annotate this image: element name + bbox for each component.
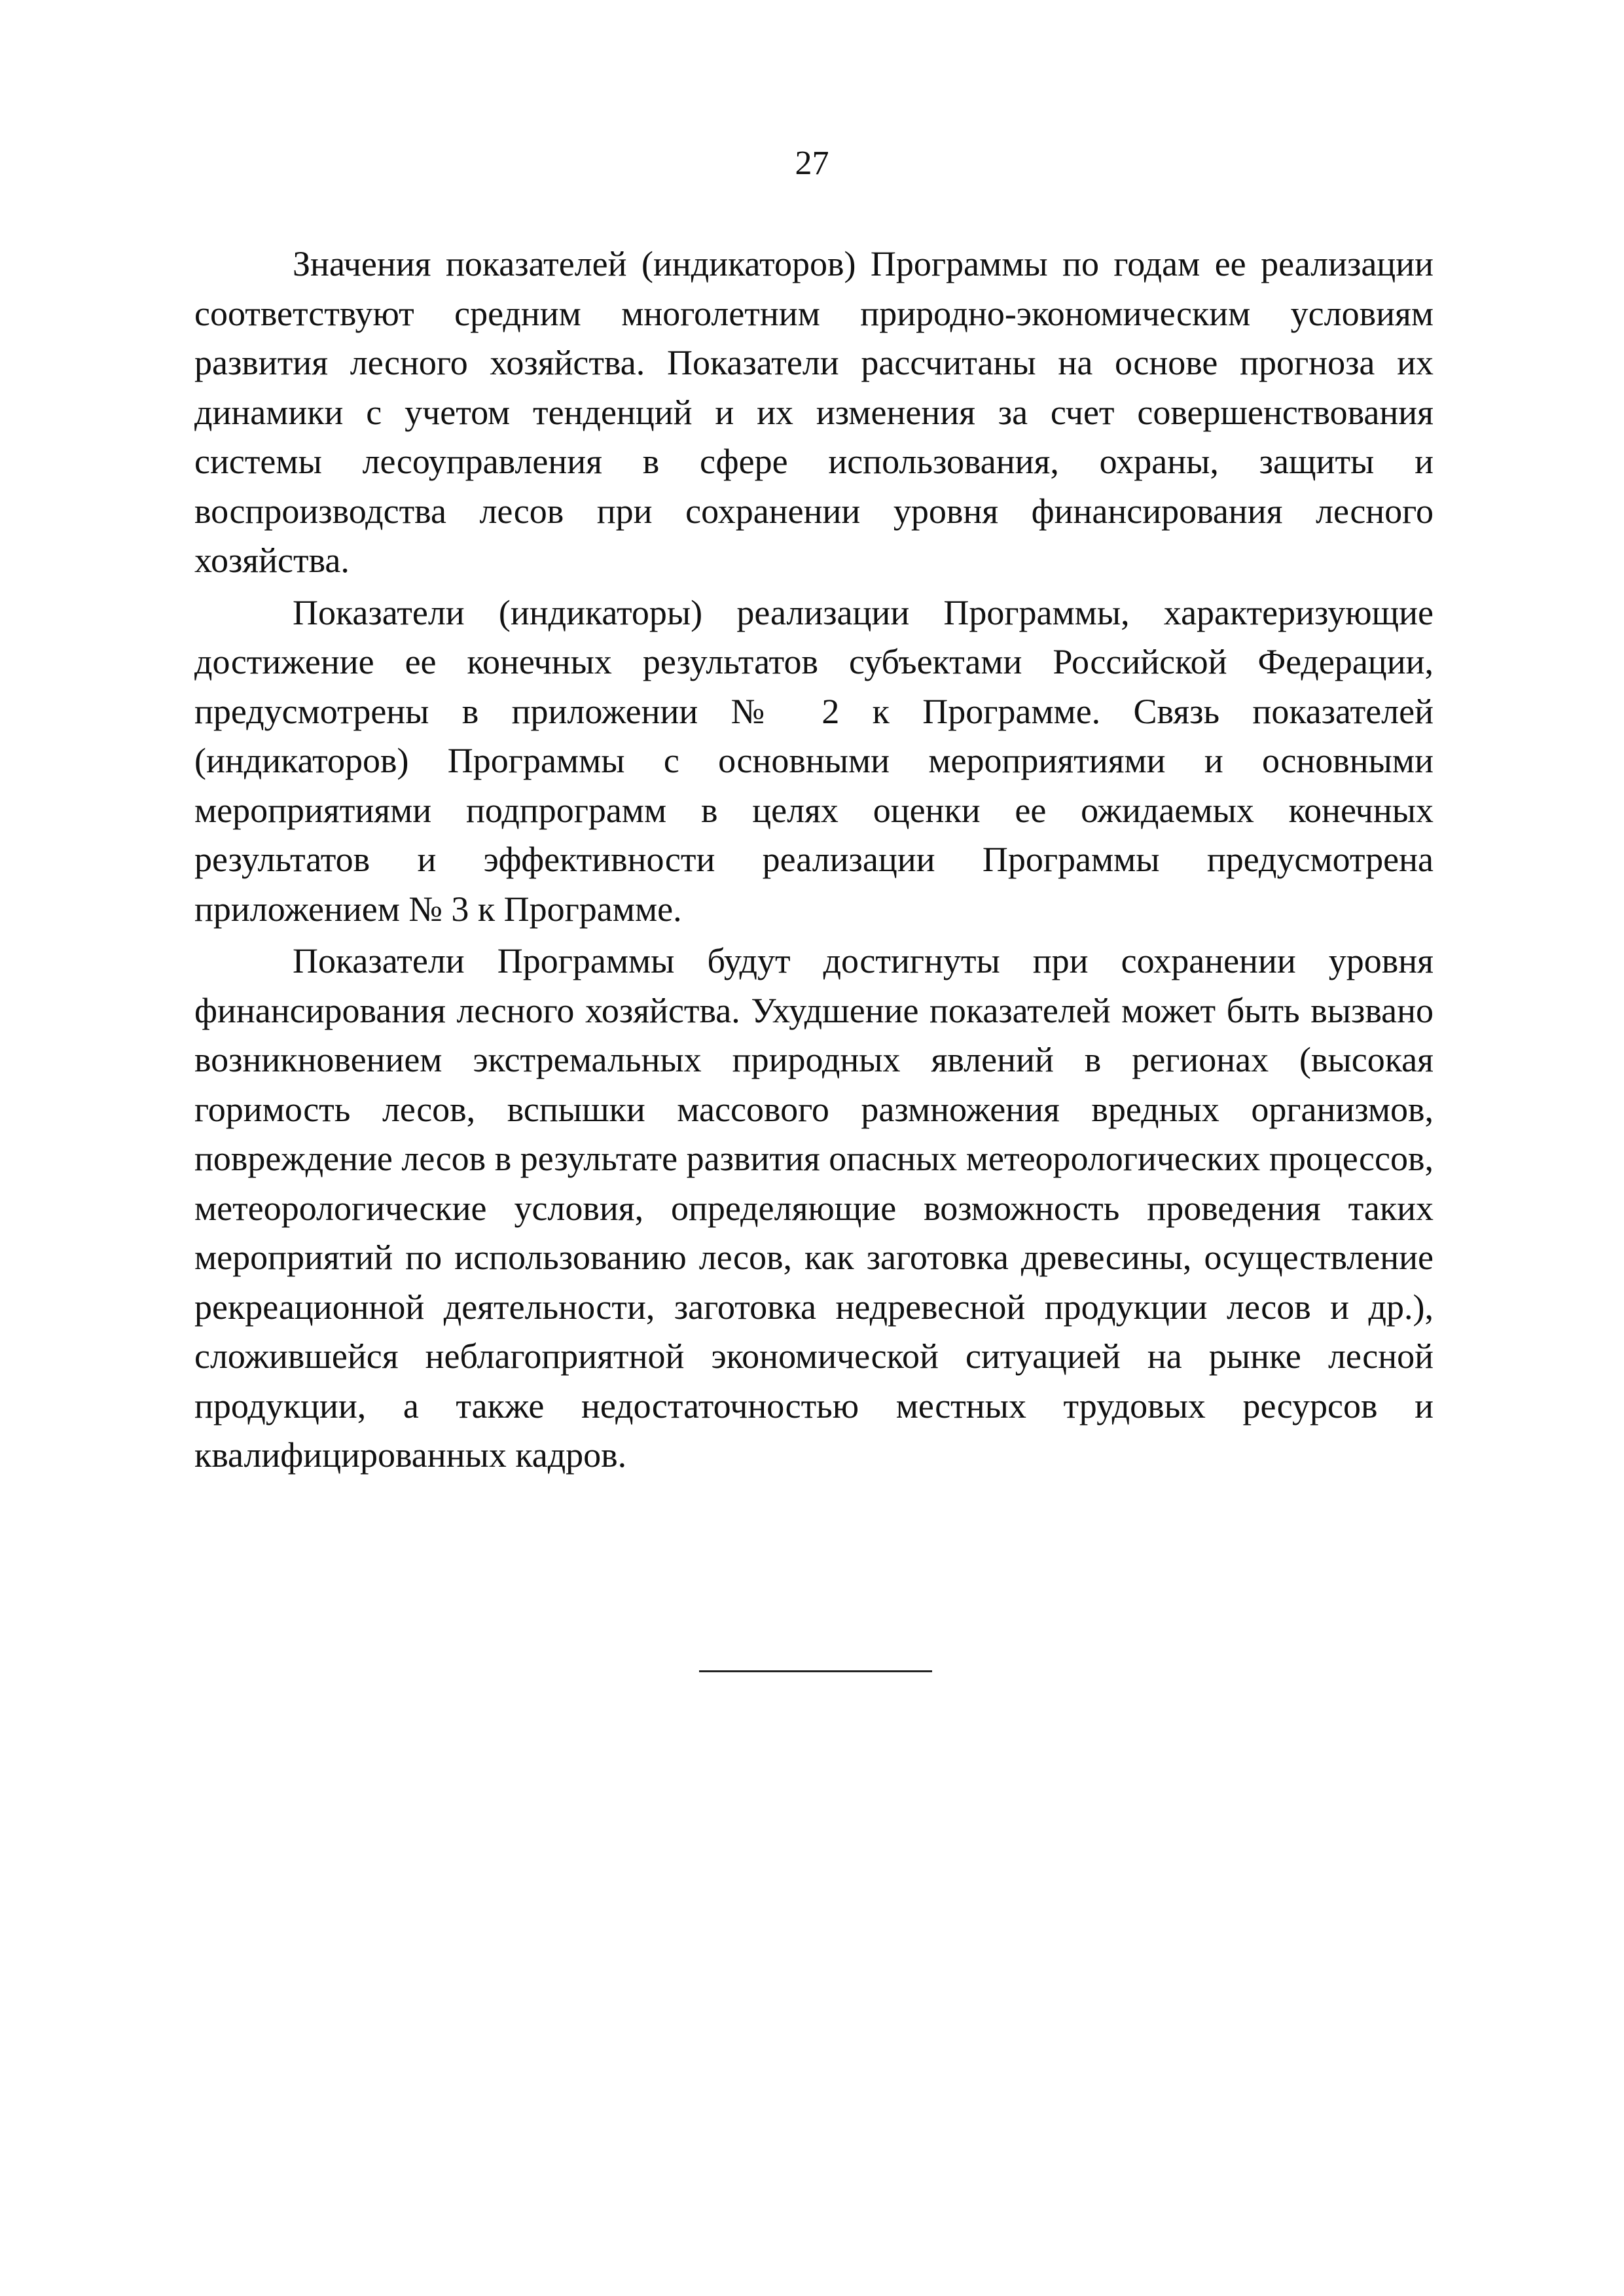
end-of-section-rule <box>699 1670 932 1672</box>
document-body <box>194 240 1434 1483</box>
page-number: 27 <box>795 145 829 182</box>
paragraph-indicator-values: Значения показателей (индикаторов) Программы по годам ее реализации соответствуют средним многолетним природно-экономическим условиям развития лесного хозяйства. Показатели рассчитаны на основе прогноза их динамики с учетом тенденций и их изменения за счет совершенствования системы лесоуправления в сфере использования, охраны, защиты и воспроизводства лесов при сохранении уровня финансирования лесного хозяйства. <box>194 244 1434 580</box>
paragraph-risk-factors: Показатели Программы будут достигнуты при сохранении уровня финансирования лесного хозяйства. Ухудшение показателей может быть вызвано возникновением экстремальных природных явлений в регионах (высокая горимость лесов, вспышки массового размножения вредных организмов, повреждение лесов в результате развития опасных метеорологических процессов, метеорологические условия, определяющие возможность проведения таких мероприятий по использованию лесов, как заготовка древесины, осуществление рекреационной деятельности, заготовка недревесной продукции лесов и др.), сложившейся неблагоприятной экономической ситуацией на рынке лесной продукции, а также недостаточностью местных трудовых ресурсов и квалифицированных кадров. <box>194 941 1434 1475</box>
paragraph-indicator-appendices: Показатели (индикаторы) реализации Программы, характеризующие достижение ее конечных результатов субъектами Российской Федерации, предусмотрены в приложении № 2 к Программе. Связь показателей (индикаторов) Программы с основными мероприятиями и основными мероприятиями подпрограмм в целях оценки ее ожидаемых конечных результатов и эффективности реализации Программы предусмотрена приложением № 3 к Программе. <box>194 592 1434 929</box>
